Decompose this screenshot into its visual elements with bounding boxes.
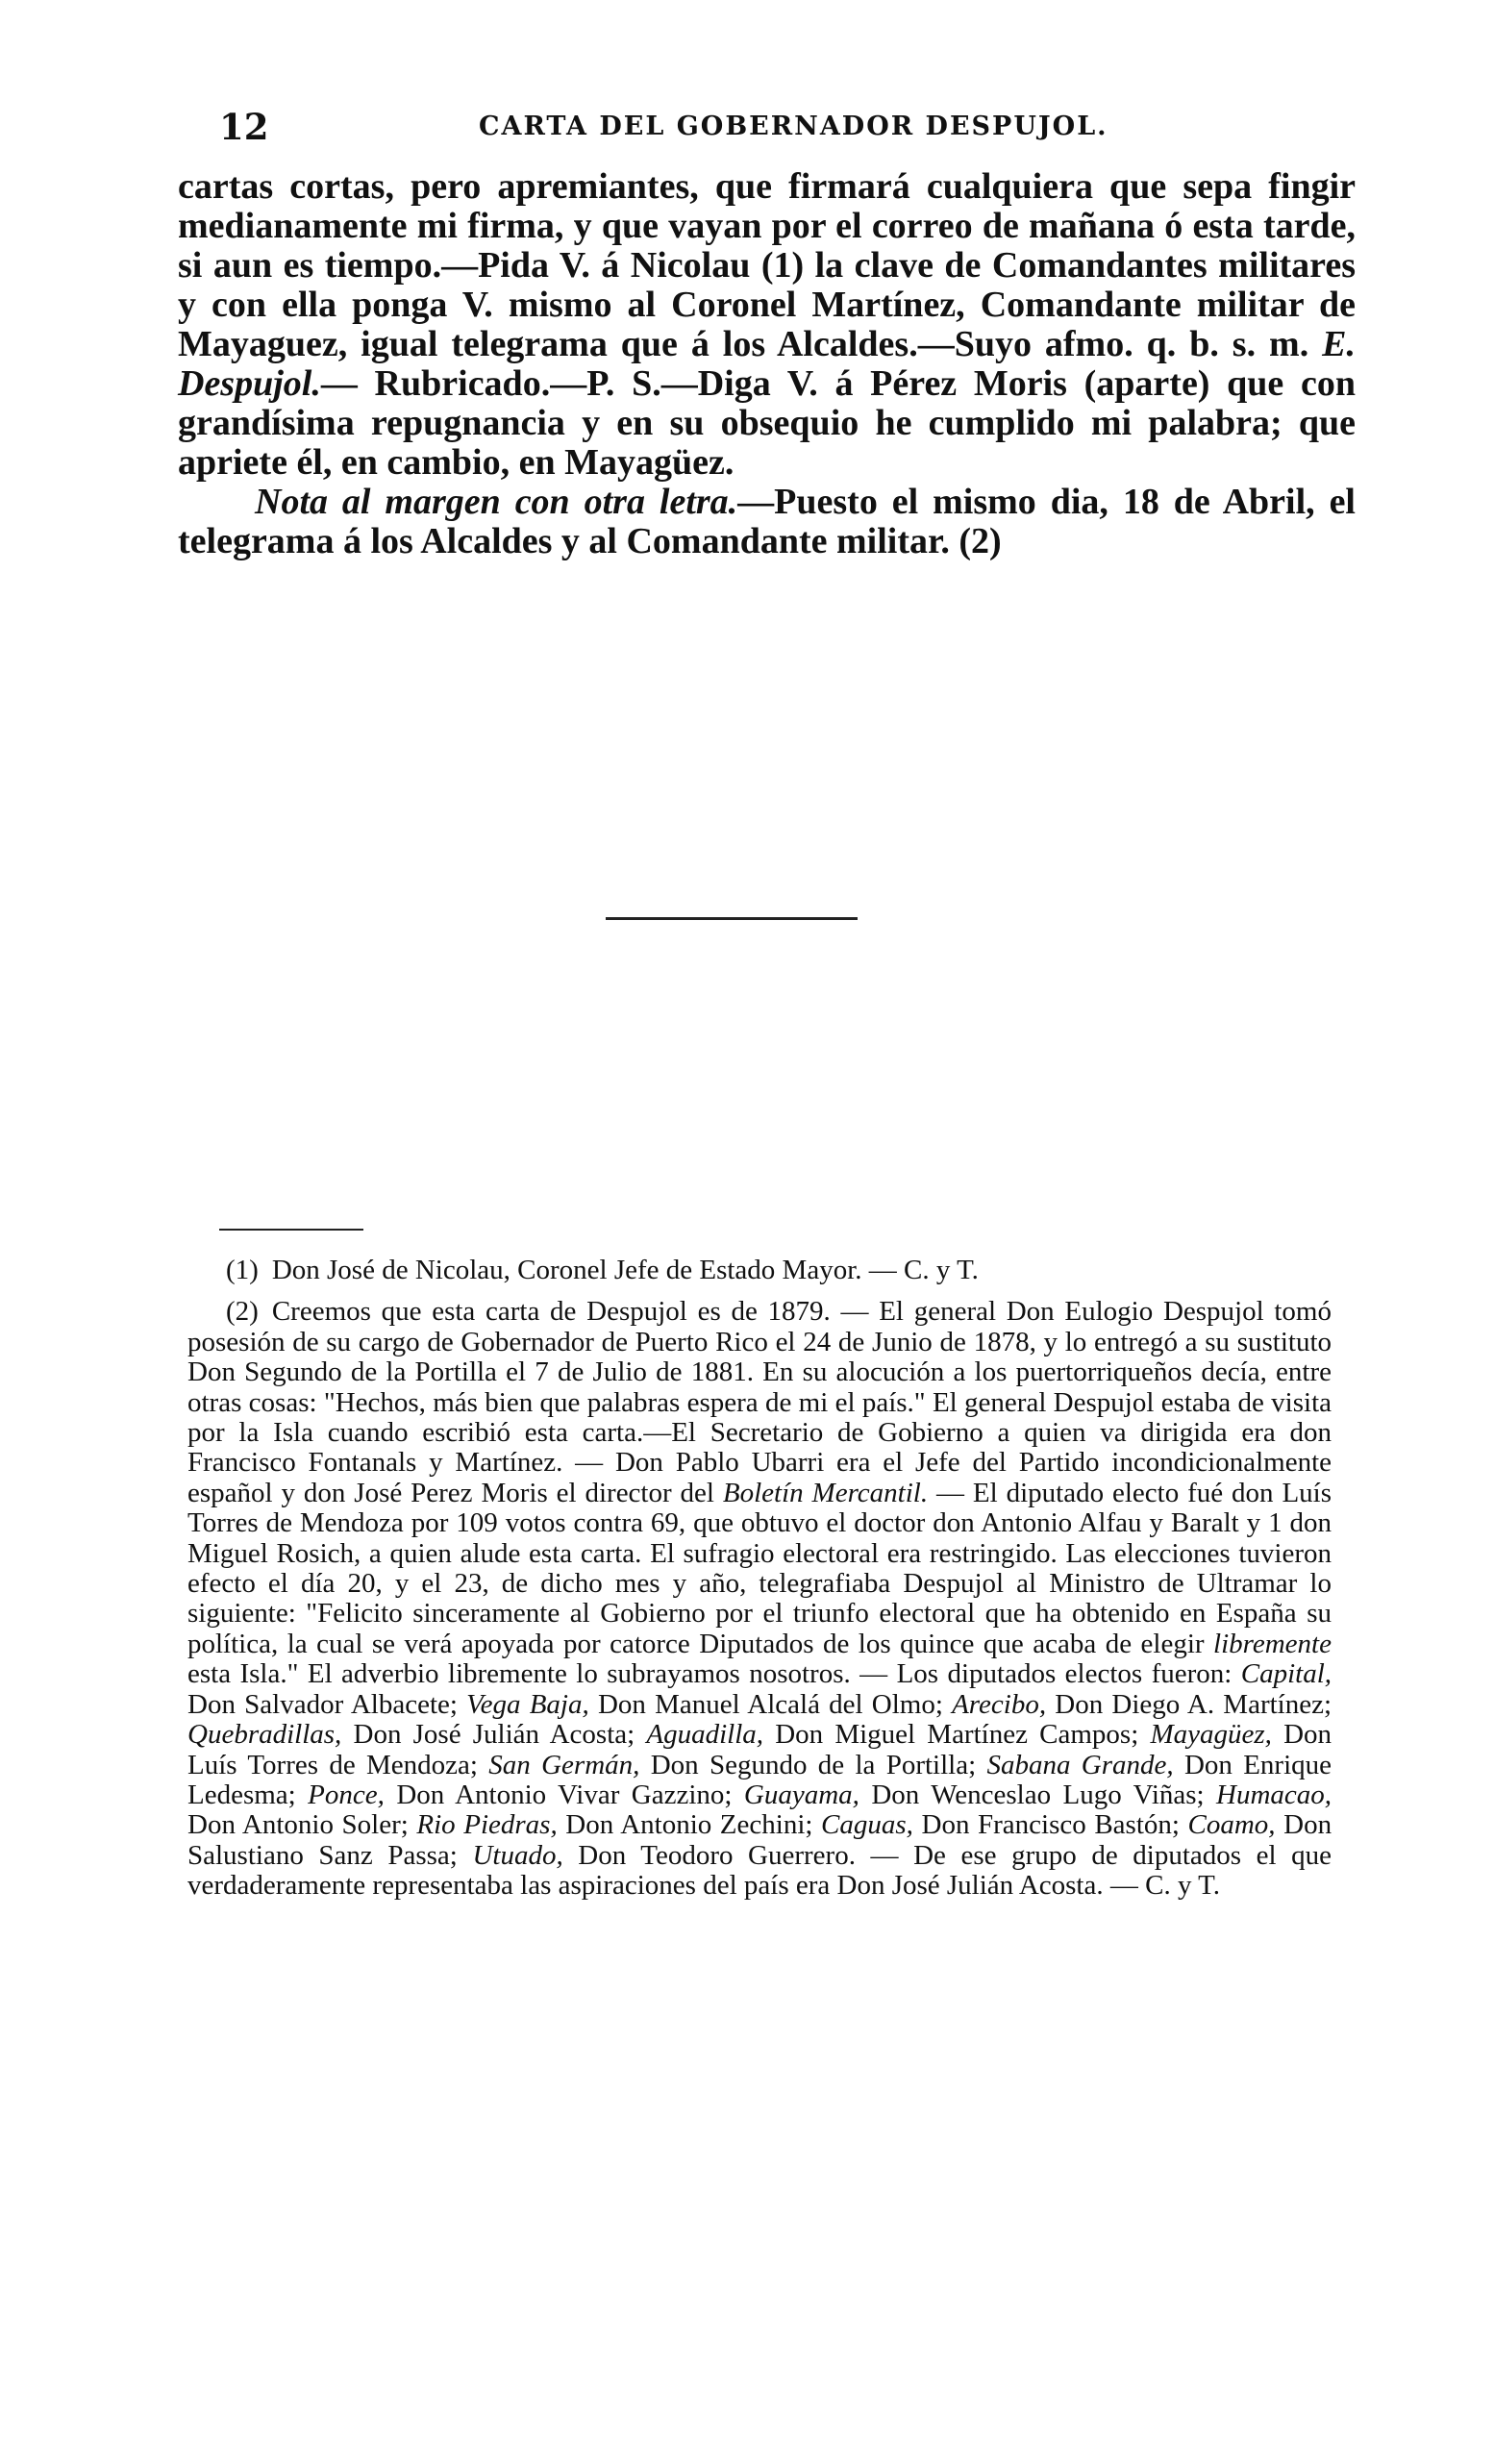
deputy-name: Don Salvador Albacete; <box>187 1688 458 1720</box>
marginal-note-label: Nota al margen con otra letra. <box>255 482 738 522</box>
newspaper-title: Boletín Mercantil. <box>722 1477 929 1508</box>
marginal-note <box>178 483 1356 561</box>
district-name: San Germán, <box>488 1749 640 1780</box>
district-name: Sabana Grande, <box>986 1749 1174 1780</box>
deputy-name: Don Segundo de la Portilla; <box>650 1749 977 1780</box>
footnote-1-text: Don José de Nicolau, Coronel Jefe de Estado Mayor. — C. y T. <box>271 1255 979 1285</box>
district-name: Aguadilla, <box>646 1719 764 1751</box>
district-name: Quebradillas, <box>187 1719 342 1751</box>
letter-body <box>178 167 1356 561</box>
footnote-2-text: Creemos que esta carta de Despujol es de 1879. — El general Don Eulogio Despujol tomó posesión de su cargo de Gobernador de Puerto Rico el 24 de Junio de 1878, y lo entregó a su sustituto Don Segundo de la Portilla el 7 de Julio de 1881. En su alocución a los puertorriqueños decía, entre otras cosas: "Hechos, más bien que palabras espera de mi el país." El general Despujol estaba de visita por la Isla cuando escribió esta carta.—El Secretario de Gobierno a quien va dirigida era don Francisco Fontanals y Martínez. — Don Pablo Ubarri era el Jefe del Partido incondicionalmente español y don José Perez Moris el director del <box>187 1296 1332 1508</box>
district-name: Humacao, <box>1216 1779 1332 1810</box>
district-name: Arecibo, <box>952 1688 1047 1720</box>
deputy-name: Don Wenceslao Lugo Viñas; <box>871 1779 1205 1810</box>
district-name: Guayama, <box>743 1779 859 1810</box>
footnote-2-marker: (2) <box>226 1296 259 1328</box>
letter-signature: E. Despujol. <box>178 324 1357 404</box>
deputy-name: Don Luís Torres de Mendoza; <box>187 1719 1332 1780</box>
footnote-2-text-cont: — El diputado electo fué don Luís Torres de Mendoza por 109 votos contra 69, que obtuvo el doctor don Antonio Alfau y Baralt y 1 don Miguel Rosich, a quien alude esta carta. El sufragio electoral era restringido. Las elecciones tuvieron efecto el día 20, y el 23, de dicho mes y año, telegrafiaba Despujol al Ministro de Ultramar lo siguiente: "Felicito sinceramente al Gobierno por el triunfo electoral que ha obtenido en España su política, la cual se verá apoyada por catorce Diputados de los quince que acaba de elegir <box>187 1477 1332 1659</box>
letter-paragraph <box>178 167 1356 483</box>
page-number: 12 <box>219 106 269 148</box>
footnote-1-marker: (1) <box>226 1255 259 1285</box>
footnote-rule <box>219 1229 363 1231</box>
district-name: Caguas, <box>821 1809 913 1841</box>
district-name: Vega Baja, <box>466 1688 589 1720</box>
deputy-name: Don Francisco Bastón; <box>921 1809 1180 1841</box>
deputy-name: Don José Julián Acosta; <box>353 1719 635 1751</box>
footnote-2 <box>187 1297 1332 1901</box>
footnote-2-text-cont2: esta Isla." El adverbio libremente lo subrayamos nosotros. — Los diputados electos fueron: <box>187 1658 1233 1690</box>
marginal-note-text: —Puesto el mismo dia, 18 de Abril, el telegrama á los Alcaldes y al Comandante militar. (2) <box>178 482 1356 561</box>
district-name: Rio Piedras, <box>416 1809 558 1841</box>
deputy-name: Don Antonio Zechini; <box>565 1809 813 1841</box>
district-name: Mayagüez, <box>1150 1719 1272 1751</box>
district-name: Capital, <box>1240 1658 1332 1690</box>
page-header <box>219 106 1334 154</box>
footnote-1 <box>187 1256 1332 1285</box>
emphasized-word: libremente <box>1213 1628 1332 1659</box>
deputy-name: Don Diego A. Martínez; <box>1055 1688 1332 1720</box>
district-name: Utuado, <box>472 1839 563 1871</box>
deputy-name: Don Manuel Alcalá del Olmo; <box>597 1688 943 1720</box>
deputy-name: Don Salustiano Sanz Passa; <box>187 1809 1332 1871</box>
letter-text-rest: — Rubricado.—P. S.—Diga V. á Pérez Moris (aparte) que con grandísima repugnancia y en su obsequio he cumplido mi palabra; que apriete él, en cambio, en Mayagüez. <box>178 363 1356 483</box>
deputy-name: Don Antonio Soler; <box>187 1809 409 1841</box>
section-divider <box>606 917 858 920</box>
district-name: Coamo, <box>1187 1809 1276 1841</box>
running-title: CARTA DEL GOBERNADOR DESPUJOL. <box>479 112 1108 141</box>
deputy-name: Don Miguel Martínez Campos; <box>775 1719 1139 1751</box>
deputy-name: Don Antonio Vivar Gazzino; <box>396 1779 733 1810</box>
footnotes <box>187 1256 1332 1913</box>
deputy-name: Don Enrique Ledesma; <box>187 1749 1332 1810</box>
letter-text-main: cartas cortas, pero apremiantes, que firmará cualquiera que sepa fingir medianamente mi firma, y que vayan por el correo de mañana ó esta tarde, si aun es tiempo.—Pida V. á Nicolau (1) la clave de Comandantes militares y con ella ponga V. mismo al Coronel Martínez, Comandante militar de Mayaguez, igual telegrama que á los Alcaldes.—Suyo afmo. q. b. s. m. <box>178 166 1356 364</box>
district-name: Ponce, <box>308 1779 385 1810</box>
deputy-name: Don Teodoro Guerrero. — De ese grupo de diputados el que verdaderamente representaba las aspiraciones del país era Don José Julián Acosta. — C. y T. <box>187 1839 1332 1902</box>
